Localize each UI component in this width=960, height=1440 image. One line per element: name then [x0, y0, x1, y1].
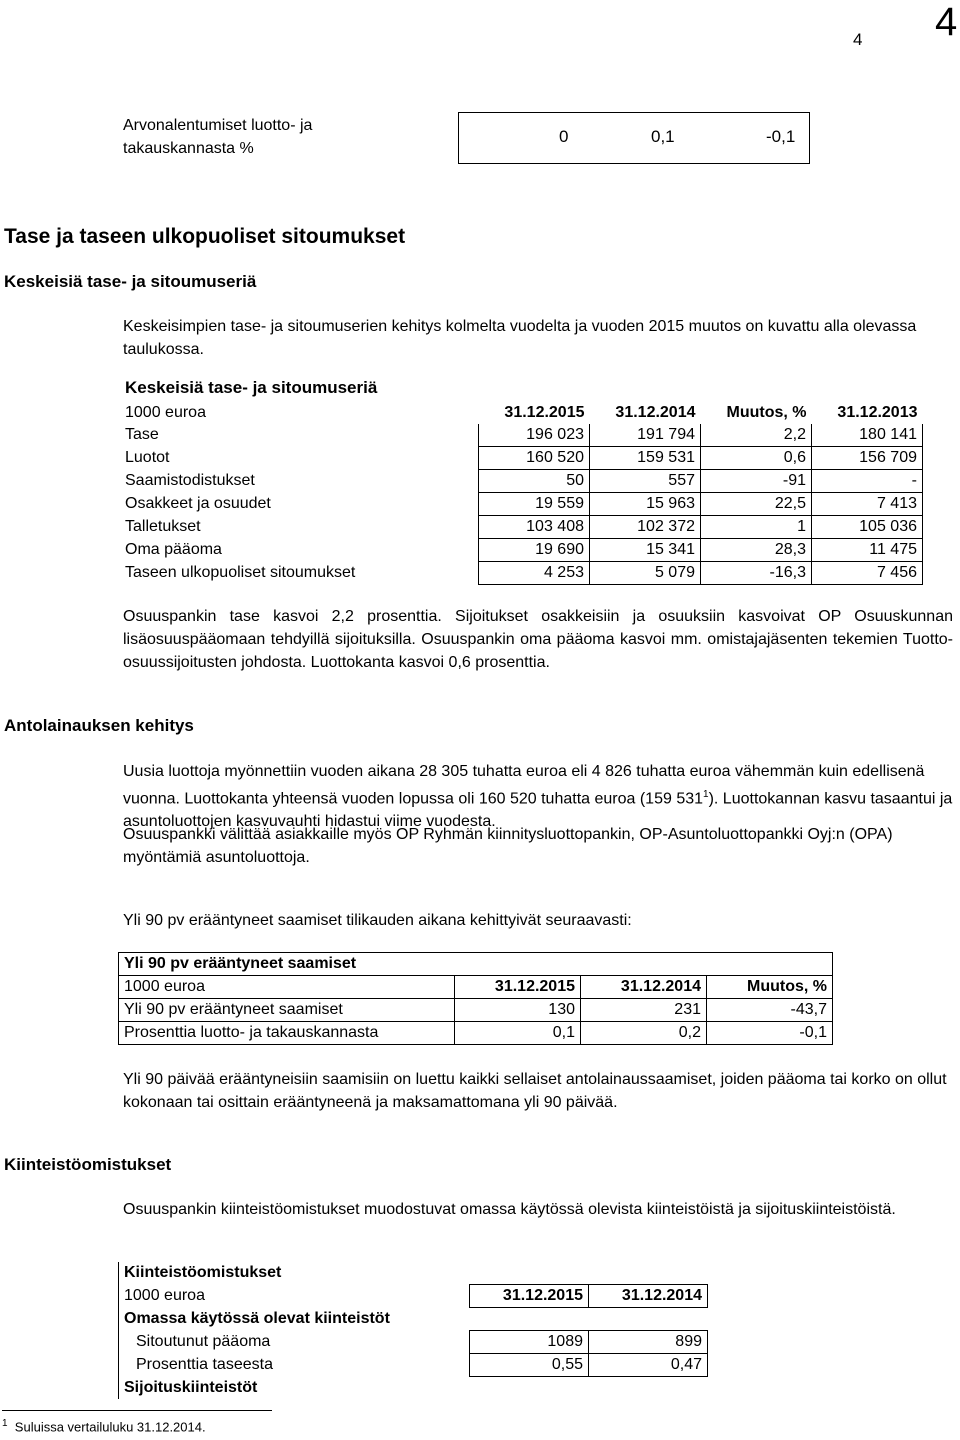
cell: -: [812, 470, 923, 493]
cell: 2,2: [701, 424, 812, 447]
cell: 0,55: [470, 1354, 589, 1377]
cell: 22,5: [701, 493, 812, 516]
table1-header: 31.12.2013: [837, 404, 918, 421]
property-paragraph: Osuuspankin kiinteistöomistukset muodostuvat omassa käytössä olevista kiinteistöistä ja sijoituskiinteistöistä.: [123, 1201, 896, 1218]
cell: -16,3: [701, 562, 812, 585]
page-number-small: 4: [853, 30, 863, 49]
table-row: [123, 447, 923, 470]
intro-paragraph: Keskeisimpien tase- ja sitoumuserien kehitys kolmelta vuodelta ja vuoden 2015 muutos on kuvattu alla olevassa taulukossa.: [123, 318, 917, 358]
overdue-intro: Yli 90 pv erääntyneet saamiset tilikauden aikana kehittyivät seuraavasti:: [123, 912, 632, 929]
table-row: [119, 1354, 708, 1377]
cell: 103 408: [479, 516, 590, 539]
cell: 15 341: [590, 539, 701, 562]
table-row: [123, 424, 923, 447]
table-row: [123, 470, 923, 493]
table1-unit: 1000 euroa: [125, 404, 206, 421]
cell: 130: [455, 999, 581, 1022]
top-value-1: 0: [559, 127, 569, 146]
table3-group: Omassa käytössä olevat kiinteistöt: [124, 1310, 390, 1327]
top-value-2: 0,1: [651, 127, 675, 146]
table3-header: 31.12.2015: [470, 1285, 589, 1308]
row-label: Tase: [125, 426, 159, 444]
cell: 1089: [470, 1331, 589, 1354]
table1-header: 31.12.2014: [615, 404, 696, 421]
table2: [118, 952, 833, 1045]
table2-unit: 1000 euroa: [119, 976, 455, 999]
row-label: Prosenttia taseesta: [136, 1356, 273, 1373]
table3: [118, 1262, 708, 1399]
cell: 557: [590, 470, 701, 493]
footnote-divider: [2, 1410, 272, 1411]
cell: 28,3: [701, 539, 812, 562]
table3-title: Kiinteistöomistukset: [124, 1264, 282, 1281]
table-row: [123, 493, 923, 516]
table1-header: 31.12.2015: [504, 404, 585, 421]
table2-header: 31.12.2015: [455, 976, 581, 999]
cell: 19 690: [479, 539, 590, 562]
cell: 160 520: [479, 447, 590, 470]
overdue-definition: Yli 90 päivää erääntyneisiin saamisiin on luettu kaikki sellaiset antolainaussaamiset, joiden pääoma tai korko on ollut kokonaan tai osittain erääntyneenä ja maksamattomana yli 90 päivää.: [123, 1071, 947, 1111]
balance-paragraph: Osuuspankin tase kasvoi 2,2 prosenttia. Sijoitukset osakkeisiin ja osuuksiin kasvoivat OP Osuuskunnan lisäosuuspääomaan tehdyillä sijoituksilla. Osuuspankin oma pääoma kasvoi mm. omistajajäsenten tekemien Tuotto-osuussijoitusten johdosta. Luottokanta kasvoi 0,6 prosenttia.: [123, 608, 953, 671]
section-title: Tase ja taseen ulkopuoliset sitoumukset: [4, 225, 406, 248]
table2-title: Yli 90 pv erääntyneet saamiset: [119, 953, 833, 976]
cell: -91: [701, 470, 812, 493]
cell: 50: [479, 470, 590, 493]
table3-unit: 1000 euroa: [124, 1287, 205, 1304]
cell: -43,7: [707, 999, 833, 1022]
table-row: [123, 562, 923, 585]
row-label: Osakkeet ja osuudet: [125, 495, 271, 512]
footnote-mark: 1: [2, 1418, 8, 1429]
cell: 156 709: [812, 447, 923, 470]
cell: 102 372: [590, 516, 701, 539]
row-label: Talletukset: [125, 518, 201, 535]
table-row: [123, 539, 923, 562]
cell: 5 079: [590, 562, 701, 585]
table2-header: 31.12.2014: [581, 976, 707, 999]
row-label: Prosenttia luotto- ja takauskannasta: [119, 1022, 455, 1045]
cell: 4 253: [479, 562, 590, 585]
table-row: [123, 516, 923, 539]
table-row: [119, 999, 833, 1022]
cell: 0,1: [455, 1022, 581, 1045]
table-row: [119, 1022, 833, 1045]
cell: 11 475: [812, 539, 923, 562]
table1: [123, 402, 923, 585]
cell: 15 963: [590, 493, 701, 516]
cell: 231: [581, 999, 707, 1022]
cell: 0,47: [589, 1354, 708, 1377]
cell: 180 141: [812, 424, 923, 447]
cell: 19 559: [479, 493, 590, 516]
section-subtitle: Keskeisiä tase- ja sitoumuseriä: [4, 272, 257, 291]
cell: 191 794: [590, 424, 701, 447]
top-value-3: -0,1: [766, 127, 796, 146]
top-table-values: [458, 112, 810, 164]
cell: -0,1: [707, 1022, 833, 1045]
cell: 105 036: [812, 516, 923, 539]
table3-group: Sijoituskiinteistöt: [124, 1379, 258, 1396]
cell: 7 413: [812, 493, 923, 516]
row-label: Oma pääoma: [125, 541, 222, 558]
opa-paragraph: Osuuspankki välittää asiakkaille myös OP Ryhmän kiinnitysluottopankin, OP-Asuntoluottopankki Oyj:n (OPA) myöntämiä asuntoluottoja.: [123, 826, 893, 866]
lending-heading: Antolainauksen kehitys: [4, 716, 194, 735]
cell: 0,6: [701, 447, 812, 470]
page-number-big: 4: [935, 0, 958, 44]
cell: 7 456: [812, 562, 923, 585]
row-label: Yli 90 pv erääntyneet saamiset: [119, 999, 455, 1022]
top-table-label: Arvonalentumiset luotto- ja takauskannasta %: [123, 117, 313, 157]
footnote-ref: 1: [703, 789, 709, 800]
row-label: Saamistodistukset: [125, 472, 255, 489]
property-heading: Kiinteistöomistukset: [4, 1155, 172, 1174]
cell: 0,2: [581, 1022, 707, 1045]
cell: 196 023: [479, 424, 590, 447]
row-label: Luotot: [125, 449, 170, 466]
row-label: Taseen ulkopuoliset sitoumukset: [125, 564, 356, 581]
table-row: [119, 1331, 708, 1354]
lending-paragraph: Uusia luottoja myönnettiin vuoden aikana 28 305 tuhatta euroa eli 4 826 tuhatta euroa vähemmän kuin edellisenä vuonna. Luottokanta yhteensä vuoden lopussa oli 160 520 tuhatta euroa (159 $531^1$). Luottokannan kasvu tasaantui ja asuntoluottojen kasvuvauhti hidastui viime vuodesta.: [123, 763, 953, 831]
table1-title: Keskeisiä tase- ja sitoumuseriä: [125, 378, 378, 397]
cell: 159 531: [590, 447, 701, 470]
row-label: Sitoutunut pääoma: [136, 1333, 271, 1350]
table1-header: Muutos, %: [726, 404, 807, 421]
table3-header: 31.12.2014: [589, 1285, 708, 1308]
cell: 1: [701, 516, 812, 539]
table2-header: Muutos, %: [707, 976, 833, 999]
footnote: $^1$ Suluissa vertailuluku 31.12.2014.: [2, 1418, 206, 1435]
cell: 899: [589, 1331, 708, 1354]
